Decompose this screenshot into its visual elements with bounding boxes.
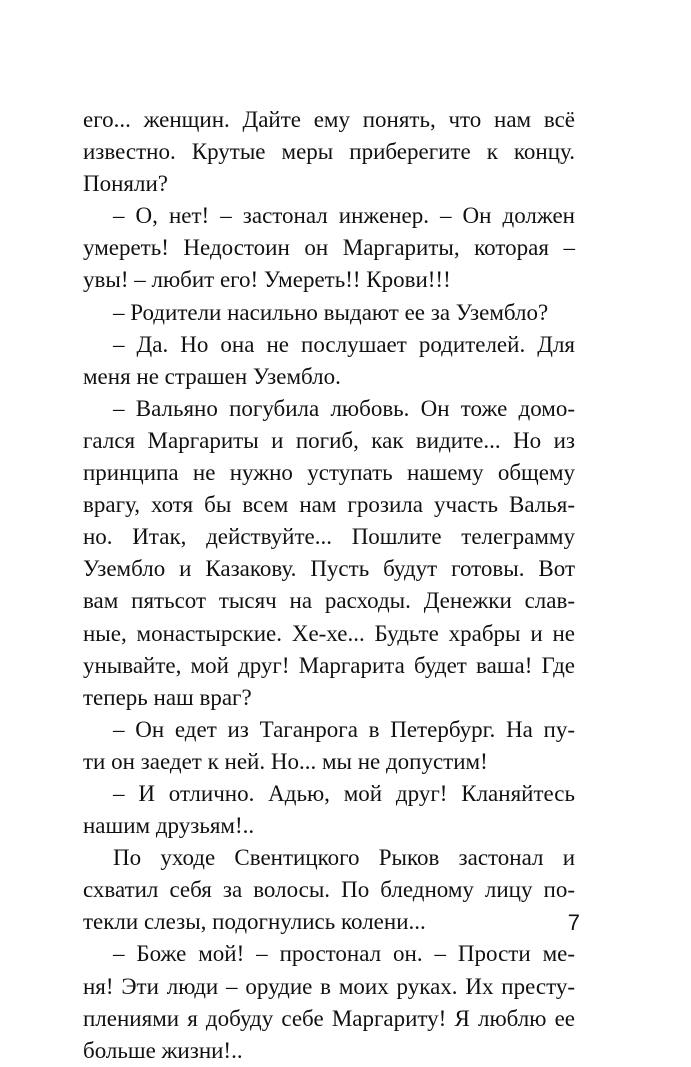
text-line: – Вальяно погубила любовь. Он тоже домо- (113, 395, 575, 421)
text-line: принципа не нужно уступать нашему общему (83, 460, 575, 486)
text-line: ти он заедет к ней. Но... мы не допустим! (83, 748, 488, 774)
text-line: – Родители насильно выдают ее за Узембло? (113, 299, 549, 325)
text-line: ня! Эти люди – орудие в моих руках. Их престу- (83, 973, 575, 999)
text-line: его... женщин. Дайте ему понять, что нам всё (83, 107, 575, 132)
page-number: 7 (567, 910, 580, 935)
text-line: больше жизни!.. (83, 1037, 243, 1063)
text-line: текли слезы, подогнулись колени... (83, 909, 426, 935)
text-line: увы! – любит его! Умереть!! Крови!!! (83, 267, 451, 293)
text-line: врагу, хотя бы всем нам грозила участь Валья- (83, 492, 575, 518)
text-line: гался Маргариты и погиб, как видите... Но из (83, 427, 575, 453)
text-line: – Он едет из Таганрога в Петербург. На пу- (113, 716, 575, 742)
text-line: ные, монастырские. Хе-хе... Будьте храбры и не (83, 620, 575, 646)
text-line: меня не страшен Узембло. (83, 363, 341, 389)
text-line: теперь наш враг? (83, 684, 252, 710)
text-line: унывайте, мой друг! Маргарита будет ваша! Где (83, 652, 575, 678)
text-line: Поняли? (83, 171, 168, 197)
text-line: но. Итак, действуйте... Пошлите телеграмму (83, 524, 575, 550)
text-line: умереть! Недостоин он Маргариты, которая – (83, 235, 575, 261)
text-line: Уземблo и Казакову. Пусть будут готовы. Вот (83, 556, 575, 582)
text-line: – Боже мой! – простонал он. – Прости ме- (113, 941, 575, 967)
text-line: По уходе Свентицкого Рыков застонал и (113, 845, 575, 871)
text-line: известно. Крутые меры приберегите к концу. (83, 139, 575, 165)
text-line: – О, нет! – застонал инженер. – Он должен (113, 203, 575, 229)
text-line: – И отлично. Адью, мой друг! Кланяйтесь (113, 780, 575, 806)
text-line: – Да. Но она не послушает родителей. Для (113, 331, 575, 357)
text-line: плениями я добуду себе Маргариту! Я люблю ее (83, 1005, 575, 1031)
text-line: нашим друзьям!.. (83, 813, 255, 839)
text-line: схватил себя за волосы. По бледному лицу по- (83, 877, 575, 903)
text-line: вам пятьсот тысяч на расходы. Денежки слав- (83, 588, 575, 614)
body-text (83, 104, 575, 1067)
